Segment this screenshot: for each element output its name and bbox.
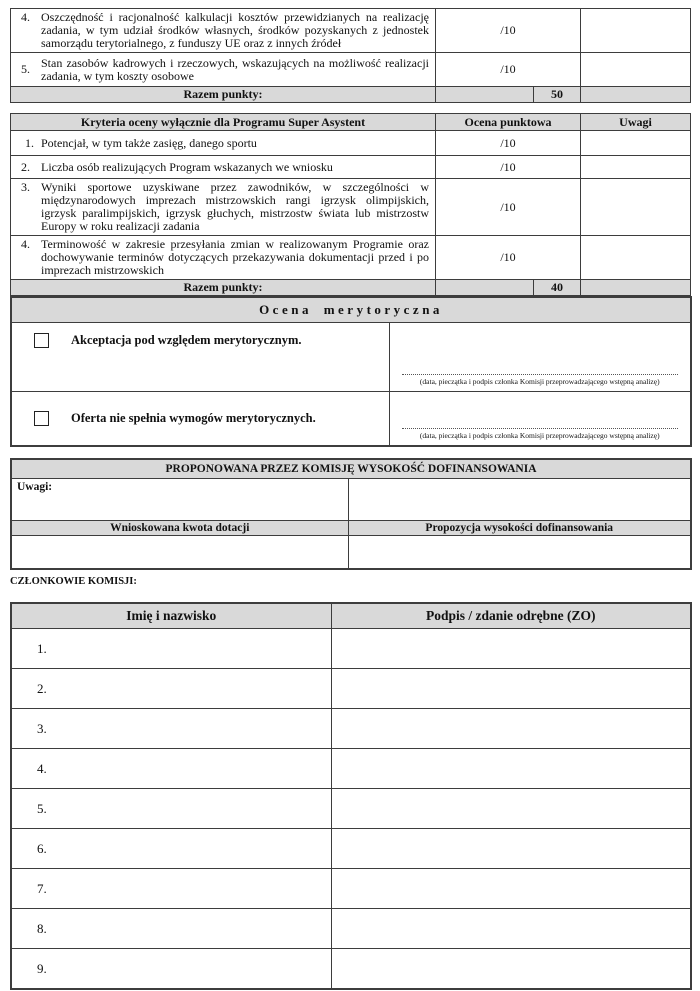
criterion-number: 1. [25,135,34,150]
funding-header-row [11,521,691,536]
table-row [11,156,691,179]
uwagi-label: Uwagi: [11,479,348,521]
member-number: 1. [11,629,331,669]
criterion-text: Wyniki sportowe uzyskiwane przez zawodników, w szczególności w międzynarodowych imprezach mistrzowskich rangi igrzysk olimpijskich, igrzysk paralimpijskich, igrzysk głuchych, mistrzostw świata lub mistrzostw Europy w roku realizacji zadania [41,180,429,233]
criterion-text: Terminowość w zakresie przesyłania zmian w realizowanym Programie oraz dochowywanie terminów dotyczących przekazywania dokumentacji przed i po imprezach mistrzowskich [41,237,429,277]
total-label: Razem punkty: [11,87,436,103]
member-signature-empty [331,709,691,749]
table-row [11,131,691,156]
column-header-signature: Podpis / zdanie odrębne (ZO) [331,603,691,629]
member-signature-empty [331,909,691,949]
member-row [11,829,691,869]
member-row [11,669,691,709]
criterion-cell [11,135,435,152]
uwagi-cell-empty [581,156,691,179]
total-value: 40 [534,280,581,296]
member-row [11,949,691,990]
member-signature-empty [331,949,691,990]
score-cell: /10 [436,179,581,236]
header-row [11,603,691,629]
member-signature-empty [331,869,691,909]
criteria-table-super-asystent [10,113,691,296]
total-value: 50 [534,87,581,103]
uwagi-cell-empty [581,9,691,53]
member-signature-empty [331,669,691,709]
total-row [11,280,691,296]
header-row [11,114,691,131]
member-row [11,789,691,829]
acceptance-checkbox[interactable] [34,333,49,348]
column-header-score: Ocena punktowa [436,114,581,131]
table-row [11,236,691,280]
signature-area [389,323,691,392]
signature-line [402,418,679,429]
criterion-cell [11,179,435,235]
member-signature-empty [331,829,691,869]
member-number: 6. [11,829,331,869]
uwagi-value-empty [348,479,691,521]
member-number: 9. [11,949,331,990]
merit-option-label: Oferta nie spełnia wymogów merytorycznych. [71,411,316,425]
member-number: 4. [11,749,331,789]
member-signature-empty [331,629,691,669]
criteria-table-general [10,8,691,103]
signature-area [389,392,691,447]
member-number: 3. [11,709,331,749]
member-number: 8. [11,909,331,949]
member-row [11,749,691,789]
column-header-uwagi: Uwagi [581,114,691,131]
uwagi-cell-empty [581,236,691,280]
member-signature-empty [331,749,691,789]
uwagi-cell-empty [581,131,691,156]
member-signature-empty [331,789,691,829]
column-header-criteria: Kryteria oceny wyłącznie dla Programu Super Asystent [11,114,436,131]
criterion-number: 4. [21,10,30,24]
total-spacer [436,280,534,296]
merit-option-row [11,392,691,447]
merit-assessment-section [10,296,692,447]
committee-label: CZŁONKOWIE KOMISJI: [10,576,137,587]
section-header-row [11,459,691,479]
member-number: 2. [11,669,331,709]
table-row [11,9,691,53]
merit-option-row [11,323,691,392]
criterion-cell [11,55,435,85]
score-cell: /10 [436,156,581,179]
signature-caption: (data, pieczątka i podpis członka Komisji przeprowadzającego wstępną analizę) [419,377,660,386]
criterion-text: Liczba osób realizujących Program wskazanych we wniosku [41,159,333,174]
uwagi-cell-empty [581,179,691,236]
table-row [11,179,691,236]
member-row [11,709,691,749]
member-number: 5. [11,789,331,829]
criterion-text: Potencjał, w tym także zasięg, danego sportu [41,135,257,150]
merit-option-label: Akceptacja pod względem merytorycznym. [71,333,302,347]
funding-section [10,458,692,570]
signature-line [402,364,679,375]
score-cell: /10 [436,131,581,156]
proposed-amount-empty [348,536,691,570]
signature-caption: (data, pieczątka i podpis członka Komisji przeprowadzającego wstępną analizę) [419,431,660,440]
uwagi-cell-empty [581,53,691,87]
section-title: PROPONOWANA PRZEZ KOMISJĘ WYSOKOŚĆ DOFINANSOWANIA [11,459,691,479]
member-row [11,629,691,669]
score-cell: /10 [436,236,581,280]
requested-amount-empty [11,536,348,570]
column-header-requested: Wnioskowana kwota dotacji [11,521,348,536]
member-row [11,869,691,909]
score-cell: /10 [436,9,581,53]
total-spacer [436,87,534,103]
section-title: Ocena merytoryczna [11,297,691,323]
criterion-text: Stan zasobów kadrowych i rzeczowych, wskazujących na możliwość realizacji zadania, w tym koszty osobowe [41,55,429,83]
table-row [11,53,691,87]
score-cell: /10 [436,53,581,87]
criterion-cell [11,236,435,279]
criterion-number: 2. [21,159,30,174]
section-header-row [11,297,691,323]
total-label: Razem punkty: [11,280,436,296]
rejection-checkbox[interactable] [34,411,49,426]
column-header-proposed: Propozycja wysokości dofinansowania [348,521,691,536]
total-row [11,87,691,103]
criterion-number: 4. [21,237,30,251]
criterion-number: 5. [21,62,30,76]
column-header-name: Imię i nazwisko [11,603,331,629]
criterion-cell [11,9,435,52]
total-uwagi-empty [581,87,691,103]
member-number: 7. [11,869,331,909]
criterion-cell [11,159,435,176]
criterion-text: Oszczędność i racjonalność kalkulacji kosztów przewidzianych na realizację zadania, w tym udział środków własnych, środków pozyskanych z jednostek samorządu terytorialnego, z funduszy UE oraz z innych źródeł [41,10,429,50]
funding-values-row [11,536,691,570]
committee-table [10,602,692,990]
remarks-row [11,479,691,521]
total-uwagi-empty [581,280,691,296]
criterion-number: 3. [21,180,30,194]
member-row [11,909,691,949]
